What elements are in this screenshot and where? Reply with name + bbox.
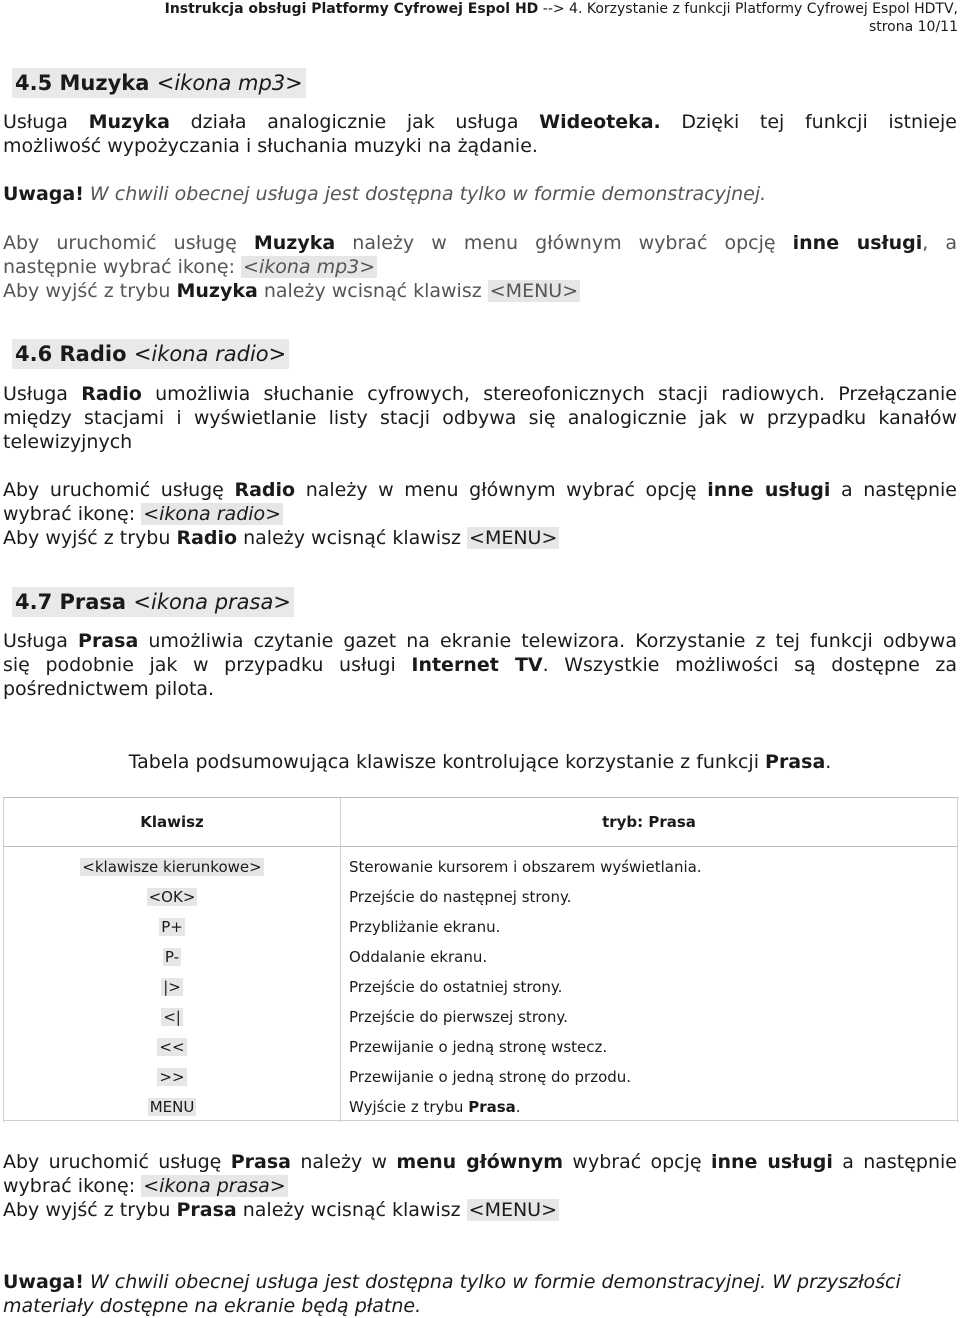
note-text: W chwili obecnej usługa jest dostępna tylko w formie demonstracyjnej. W przyszłości: [89, 1271, 901, 1293]
key-label: <|: [163, 1008, 181, 1026]
section-tag: <ikona prasa>: [133, 590, 291, 614]
bold-text: Muzyka: [88, 111, 170, 133]
section-heading-muzyka: [12, 68, 306, 98]
table-row: [4, 1062, 958, 1092]
text: należy w: [290, 1151, 397, 1173]
bold-text: Prasa: [765, 751, 826, 773]
note-muzyka: [3, 182, 957, 206]
text: należy w menu głównym wybrać opcję: [335, 232, 793, 254]
text: Aby wyjść z trybu: [3, 280, 177, 302]
paragraph-muzyka-intro: [3, 110, 957, 158]
text-line: [3, 1270, 957, 1294]
text-line: [3, 110, 957, 134]
table-row: [4, 1092, 958, 1122]
text: należy w menu głównym wybrać opcję: [295, 479, 708, 501]
keys-table: [3, 797, 958, 1122]
key-label: |>: [163, 978, 181, 996]
page-header: [18, 0, 958, 36]
text: Aby uruchomić usługę: [3, 479, 235, 501]
text: Dzięki tej funkcji istnieje: [660, 111, 957, 133]
text-line: pośrednictwem pilota.: [3, 678, 215, 700]
text: Aby wyjść z trybu: [3, 527, 177, 549]
bold-text: inne usługi: [792, 232, 923, 254]
table-bottom-border: [3, 1120, 959, 1121]
key-description: Przejście do następnej strony.: [341, 882, 958, 912]
key-description: Przybliżanie ekranu.: [341, 912, 958, 942]
note-text: materiały dostępne na ekranie będą płatne.: [3, 1295, 422, 1317]
text: wybrać ikonę:: [3, 1175, 142, 1197]
section-title: 4.7 Prasa: [15, 590, 127, 614]
table-header-row: [4, 798, 958, 847]
text-line: [3, 279, 957, 303]
note-text: W chwili obecnej usługa jest dostępna tylko w formie demonstracyjnej.: [83, 183, 767, 205]
key-description: Przewijanie o jedną stronę wstecz.: [341, 1032, 958, 1062]
doc-path: --> 4. Korzystanie z funkcji Platformy Cyfrowej Espol HDTV,: [538, 1, 958, 17]
text: .: [825, 751, 832, 773]
section-heading-radio: [12, 339, 289, 369]
table-row: [4, 1002, 958, 1032]
bold-text: Muzyka: [176, 280, 258, 302]
text: się podobnie jak w przypadku usługi: [3, 654, 412, 676]
section-tag: <ikona mp3>: [156, 71, 303, 95]
note-label: Uwaga!: [3, 183, 84, 205]
key-label: <OK>: [148, 888, 196, 906]
table-row: [4, 1032, 958, 1062]
section-heading-prasa: [12, 587, 294, 617]
text: następnie wybrać ikonę:: [3, 256, 242, 278]
bold-text: Prasa: [230, 1151, 291, 1173]
text: należy wcisnąć klawisz: [236, 1199, 467, 1221]
text: Usługa: [3, 111, 89, 133]
text-line: [3, 255, 957, 279]
paragraph-prasa-intro: [3, 629, 957, 701]
bold-text: inne usługi: [707, 479, 831, 501]
icon-placeholder: <ikona prasa>: [143, 1175, 286, 1197]
key-description: Przejście do ostatniej strony.: [341, 972, 958, 1002]
key-label: <<: [159, 1038, 185, 1056]
text-line: [3, 231, 957, 255]
text-line: [3, 1174, 957, 1198]
key-label: MENU: [149, 1098, 195, 1116]
key-label: <MENU>: [468, 1199, 558, 1221]
text: Usługa: [3, 383, 82, 405]
text: .: [515, 1098, 521, 1116]
text-line: [3, 629, 957, 653]
bold-text: Wideoteka.: [539, 111, 661, 133]
bold-text: inne usługi: [710, 1151, 833, 1173]
key-description: Sterowanie kursorem i obszarem wyświetlania.: [341, 852, 958, 882]
text: wybrać opcję: [563, 1151, 711, 1173]
paragraph-muzyka-run: [3, 231, 957, 303]
table-row: [4, 942, 958, 972]
bold-text: Prasa: [468, 1098, 516, 1116]
text-line: możliwość wypożyczania i słuchania muzyki na żądanie.: [3, 135, 538, 157]
text: Tabela podsumowująca klawisze kontrolujące korzystanie z funkcji: [128, 751, 766, 773]
text-line: [3, 502, 957, 526]
column-header-mode: tryb: Prasa: [341, 798, 958, 847]
text-line: [3, 653, 957, 677]
text: należy wcisnąć klawisz: [237, 527, 468, 549]
text-line: [3, 1150, 957, 1174]
text-line: [3, 1198, 957, 1222]
doc-title: Instrukcja obsługi Platformy Cyfrowej Espol HD: [164, 1, 539, 17]
text: Aby uruchomić usługę: [3, 232, 254, 254]
key-description: Przewijanie o jedną stronę do przodu.: [341, 1062, 958, 1092]
table-caption: [0, 750, 960, 774]
page-number: strona 10/11: [868, 19, 958, 35]
key-description: Przejście do pierwszej strony.: [341, 1002, 958, 1032]
key-label: >>: [159, 1068, 185, 1086]
bold-text: Muzyka: [253, 232, 336, 254]
bold-text: Prasa: [176, 1199, 237, 1221]
icon-placeholder: <ikona mp3>: [243, 256, 376, 278]
text-line: [3, 478, 957, 502]
text: Usługa: [3, 630, 79, 652]
text: należy wcisnąć klawisz: [257, 280, 488, 302]
bold-text: Internet TV: [411, 654, 543, 676]
text: umożliwia słuchanie cyfrowych, stereofonicznych stacji radiowych. Przełączanie: [141, 383, 957, 405]
text: Aby wyjść z trybu: [3, 1199, 177, 1221]
key-label: <klawisze kierunkowe>: [82, 858, 262, 876]
icon-placeholder: <ikona radio>: [143, 503, 282, 525]
section-title: 4.6 Radio: [15, 342, 127, 366]
note-prasa: [3, 1270, 957, 1318]
key-label: <MENU>: [489, 280, 579, 302]
section-title: 4.5 Muzyka: [15, 71, 150, 95]
table-row: [4, 882, 958, 912]
key-description: [341, 1092, 958, 1122]
bold-text: menu głównym: [396, 1151, 564, 1173]
paragraph-radio-run: [3, 478, 957, 550]
key-label: P+: [161, 918, 183, 936]
text: działa analogicznie jak usługa: [169, 111, 540, 133]
key-label: <MENU>: [469, 527, 558, 549]
bold-text: Prasa: [78, 630, 139, 652]
text: . Wszystkie możliwości są dostępne za: [542, 654, 957, 676]
table-row: [4, 972, 958, 1002]
note-label: Uwaga!: [3, 1271, 84, 1293]
text: Aby uruchomić usługę: [3, 1151, 231, 1173]
paragraph-prasa-run: [3, 1150, 957, 1222]
text: a następnie: [832, 1151, 957, 1173]
text: , a: [922, 232, 957, 254]
bold-text: Radio: [176, 527, 238, 549]
header-line: [18, 0, 958, 18]
text-line: telewizyjnych: [3, 431, 133, 453]
text-line: [3, 382, 957, 406]
bold-text: Radio: [234, 479, 296, 501]
text-line: między stacjami i wyświetlanie listy stacji odbywa się analogicznie jak w przypadku kanałów: [3, 407, 957, 429]
text: a następnie: [830, 479, 958, 501]
column-header-key: Klawisz: [4, 798, 341, 847]
text: umożliwia czytanie gazet na ekranie telewizora. Korzystanie z tej funkcji odbywa: [138, 630, 957, 652]
text: Wyjście z trybu: [349, 1098, 469, 1116]
key-description: Oddalanie ekranu.: [341, 942, 958, 972]
section-tag: <ikona radio>: [133, 342, 287, 366]
table-row: [4, 912, 958, 942]
table-row: [4, 852, 958, 882]
text: wybrać ikonę:: [3, 503, 142, 525]
key-label: P-: [164, 948, 180, 966]
paragraph-radio-intro: [3, 382, 957, 454]
bold-text: Radio: [81, 383, 142, 405]
text-line: [3, 526, 957, 550]
